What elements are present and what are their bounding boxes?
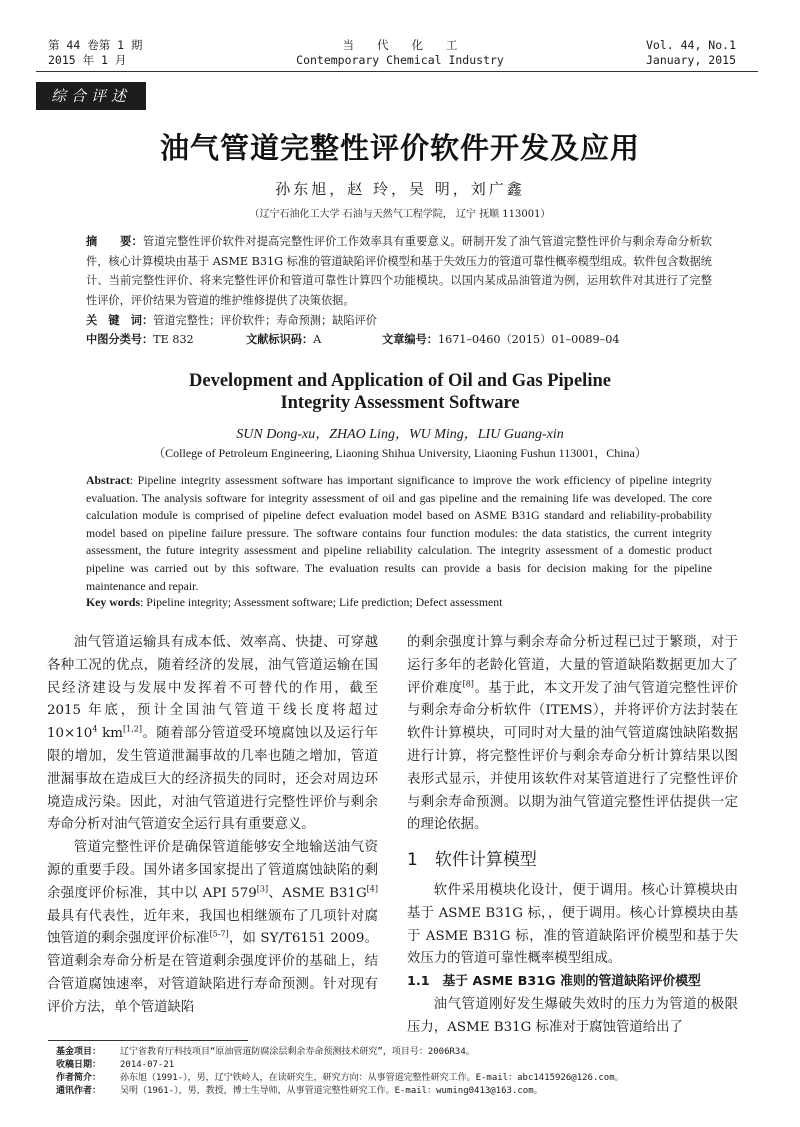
footnote-label: 基金项目：	[56, 1047, 102, 1057]
citation-ref: [1,2]	[122, 724, 142, 734]
text-run: ，如 SY/T6151 2009。管道剩余寿命分析是在管道剩余强度评价的基础上，结合管道腐蚀速率，对管道缺陷进行寿命预测。针对现有评价方法，单个管道缺陷	[47, 931, 378, 1015]
superscript: 4	[92, 724, 98, 734]
abstract-cn	[86, 232, 712, 310]
keywords-label-cn: 关 键 词：	[86, 314, 154, 327]
clc-label: 中图分类号：	[86, 333, 154, 346]
running-header-right	[646, 38, 736, 68]
doc-code-label: 文献标识码：	[246, 333, 314, 346]
citation-ref: [8]	[462, 679, 474, 689]
issue-date-en: January, 2015	[645, 53, 736, 67]
footnote-text: 孙东旭（1991-），男，辽宁铁岭人，在读研究生，研究方向：从事管道完整性研究工作。E-mail：abc1415926@126.com。	[120, 1073, 624, 1083]
volume-issue-en: Vol. 44, No.1	[645, 38, 736, 52]
footnote-row	[56, 1059, 756, 1072]
body-paragraph: 软件采用模块化设计，便于调用。核心计算模块由基于 ASME B31G 标，，便于调用。核心计算模块由基于 ASME B31G 标，准的管道缺陷评价模型和基于失效压力的管道可靠性概率模型组成。	[407, 882, 738, 967]
footnote-text: 2014-07-21	[120, 1060, 175, 1070]
subsection-heading: 1.1 基于 ASME B31G 准则的管道缺陷评价模型	[407, 974, 701, 990]
abstract-en	[86, 472, 712, 595]
affiliation-en: （College of Petroleum Engineering, Liaoning Shihua University, Liaoning Fushun 113001，China）	[153, 446, 647, 460]
body-paragraph	[47, 837, 378, 1019]
volume-issue: 第 44 卷第 1 期	[48, 38, 143, 52]
footnote-label: 作者简介：	[56, 1073, 102, 1083]
footnote-text: 辽宁省教育厅科技项目“原油管道防腐涂层剩余寿命预测技术研究”，项目号：2006R34。	[120, 1047, 475, 1057]
authors-en: SUN Dong-xu，ZHAO Ling，WU Ming，LIU Guang-xin	[236, 427, 564, 442]
paper-title-en-line2: Integrity Assessment Software	[280, 393, 520, 413]
footnote-divider	[48, 1040, 248, 1041]
article-no-label: 文章编号：	[382, 333, 438, 346]
affiliation-cn: （辽宁石油化工大学 石油与天然气工程学院， 辽宁 抚顺 113001）	[249, 209, 551, 220]
article-no-value: 1671–0460（2015）01–0089–04	[437, 333, 620, 346]
footnote-label: 收稿日期：	[56, 1060, 102, 1070]
section-badge: 综合评述	[36, 82, 146, 110]
text-run: 油气管道运输具有成本低、效率高、快捷、可穿越各种工况的优点，随着经济的发展，油气管道运输在国民经济建设与发展中发挥着不可替代的作用，截至 2015 年底，预计全国油气管道干线长度将超过 10×10	[47, 635, 378, 742]
text-run: 管道完整性评价是确保管道能够安全地输送油气资源的重要手段。国外诸多国家提出了管道腐蚀缺陷的剩余强度评价标准，其中以 API 579	[47, 840, 378, 901]
text-run: 的剩余强度计算与剩余寿命分析过程已过于繁琐，对于运行多年的老龄化管道，大量的管道缺陷数据更加大了评价难度	[407, 635, 738, 696]
citation-ref: [5-7]	[209, 929, 229, 939]
footnote-row	[56, 1046, 756, 1059]
body-column-left	[47, 632, 378, 1020]
keywords-cn	[86, 311, 712, 330]
footnote-label: 通讯作者：	[56, 1086, 102, 1096]
clc-value: TE 832	[153, 333, 194, 346]
journal-name-en: Contemporary Chemical Industry	[296, 53, 504, 67]
keywords-text-cn: 管道完整性；评价软件；寿命预测；缺陷评价	[153, 314, 377, 327]
text-run: 最具有代表性，近年来，我国也相继颁布了几项针对腐蚀管道的剩余强度评价标准	[47, 908, 378, 947]
doc-code-item	[246, 330, 321, 349]
body-paragraph: 油气管道刚好发生爆破失效时的压力为管道的极限压力，ASME B31G 标准对于腐蚀管道给出了	[407, 996, 738, 1035]
keywords-label-en: Key words	[86, 595, 141, 609]
article-no-item	[382, 330, 619, 349]
footnote-text: 吴明（1961-），男，教授，博士生导师，从事管道完整性研究工作。E-mail：wuming0413@163.com。	[120, 1086, 543, 1096]
abstract-text-en: : Pipeline integrity assessment software has important significance to improve the work efficiency of pipeline integrity evaluation. The analysis software for integrity assessment of oil and gas pipeline and the remaining life was developed. The core calculation module is comprised of pipeline defect evaluation model based on ASME B31G standard and reliability-probability model based on pipeline failure pressure. The software contains four function modules: the data statistics, the current integrity assessment, the future integrity assessment and pipeline reliability calculation. The integrity assessment of a domestic product pipeline was carried out by this software. The evaluation results can provide a basis for decision making for the pipeline maintenance and repair.	[86, 473, 712, 593]
paper-title-cn: 油气管道完整性评价软件开发及应用	[159, 131, 640, 165]
text-run: 。基于此，本文开发了油气管道完整性评价与剩余寿命分析软件（ITEMS），并将评价方法封装在软件计算模块，可同时对大量的油气管道腐蚀缺陷数据进行计算，将完整性评价与剩余寿命分析计算结果以图表形式显示，并使用该软件对某管道进行了完整性评价与剩余寿命预测。以期为油气管道完整性评估提供一定的理论依据。	[407, 680, 738, 833]
footnotes	[56, 1046, 756, 1098]
doc-code-value: A	[313, 333, 322, 346]
header-divider	[36, 71, 758, 72]
keywords-en	[86, 595, 712, 610]
issue-date-cn: 2015 年 1 月	[48, 53, 127, 67]
paper-title-en	[0, 370, 800, 414]
text-run: 。随着部分管道受环境腐蚀以及运行年限的增加，发生管道泄漏事故的几率也随之增加，管道泄漏事故在造成巨大的经济损失的同时，还会对周边环境造成污染。因此，对油气管道进行完整性评价与剩余寿命分析对油气管道安全运行具有重要意义。	[47, 726, 379, 833]
footnote-row	[56, 1085, 756, 1098]
keywords-text-en: : Pipeline integrity; Assessment software; Life prediction; Defect assessment	[140, 595, 503, 609]
clc-item	[86, 330, 194, 349]
body-paragraph	[407, 632, 738, 837]
abstract-label-cn: 摘 要：	[86, 235, 143, 248]
text-run: km	[97, 726, 123, 742]
citation-ref: [3]	[256, 884, 269, 894]
paper-title-en-line1: Development and Application of Oil and Gas Pipeline	[189, 371, 611, 391]
authors-cn: 孙东旭，赵 玲，吴 明，刘广鑫	[275, 180, 525, 198]
text-run: 、ASME B31G	[268, 885, 367, 901]
footnote-row	[56, 1072, 756, 1085]
journal-name-cn: 当 代 化 工	[342, 38, 458, 52]
citation-ref: [4]	[366, 884, 378, 894]
abstract-text-cn: 管道完整性评价软件对提高完整性评价工作效率具有重要意义。研制开发了油气管道完整性评价与剩余寿命分析软件，核心计算模块由基于 ASME B31G 标准的管道缺陷评价模型和基于失效压力的管道可靠性概率模型组成。软件包含数据统计、当前完整性评价、将来完整性评价和管道可靠性计算四个功能模块。以国内某成品油管道为例，运用软件对其进行了完整性评价，评价结果为管道的维护维修提供了决策依据。	[86, 235, 712, 307]
body-column-right	[407, 632, 738, 1040]
body-paragraph	[47, 632, 378, 837]
section-heading: 1 软件计算模型	[407, 850, 537, 871]
abstract-label-en: Abstract	[86, 473, 130, 487]
